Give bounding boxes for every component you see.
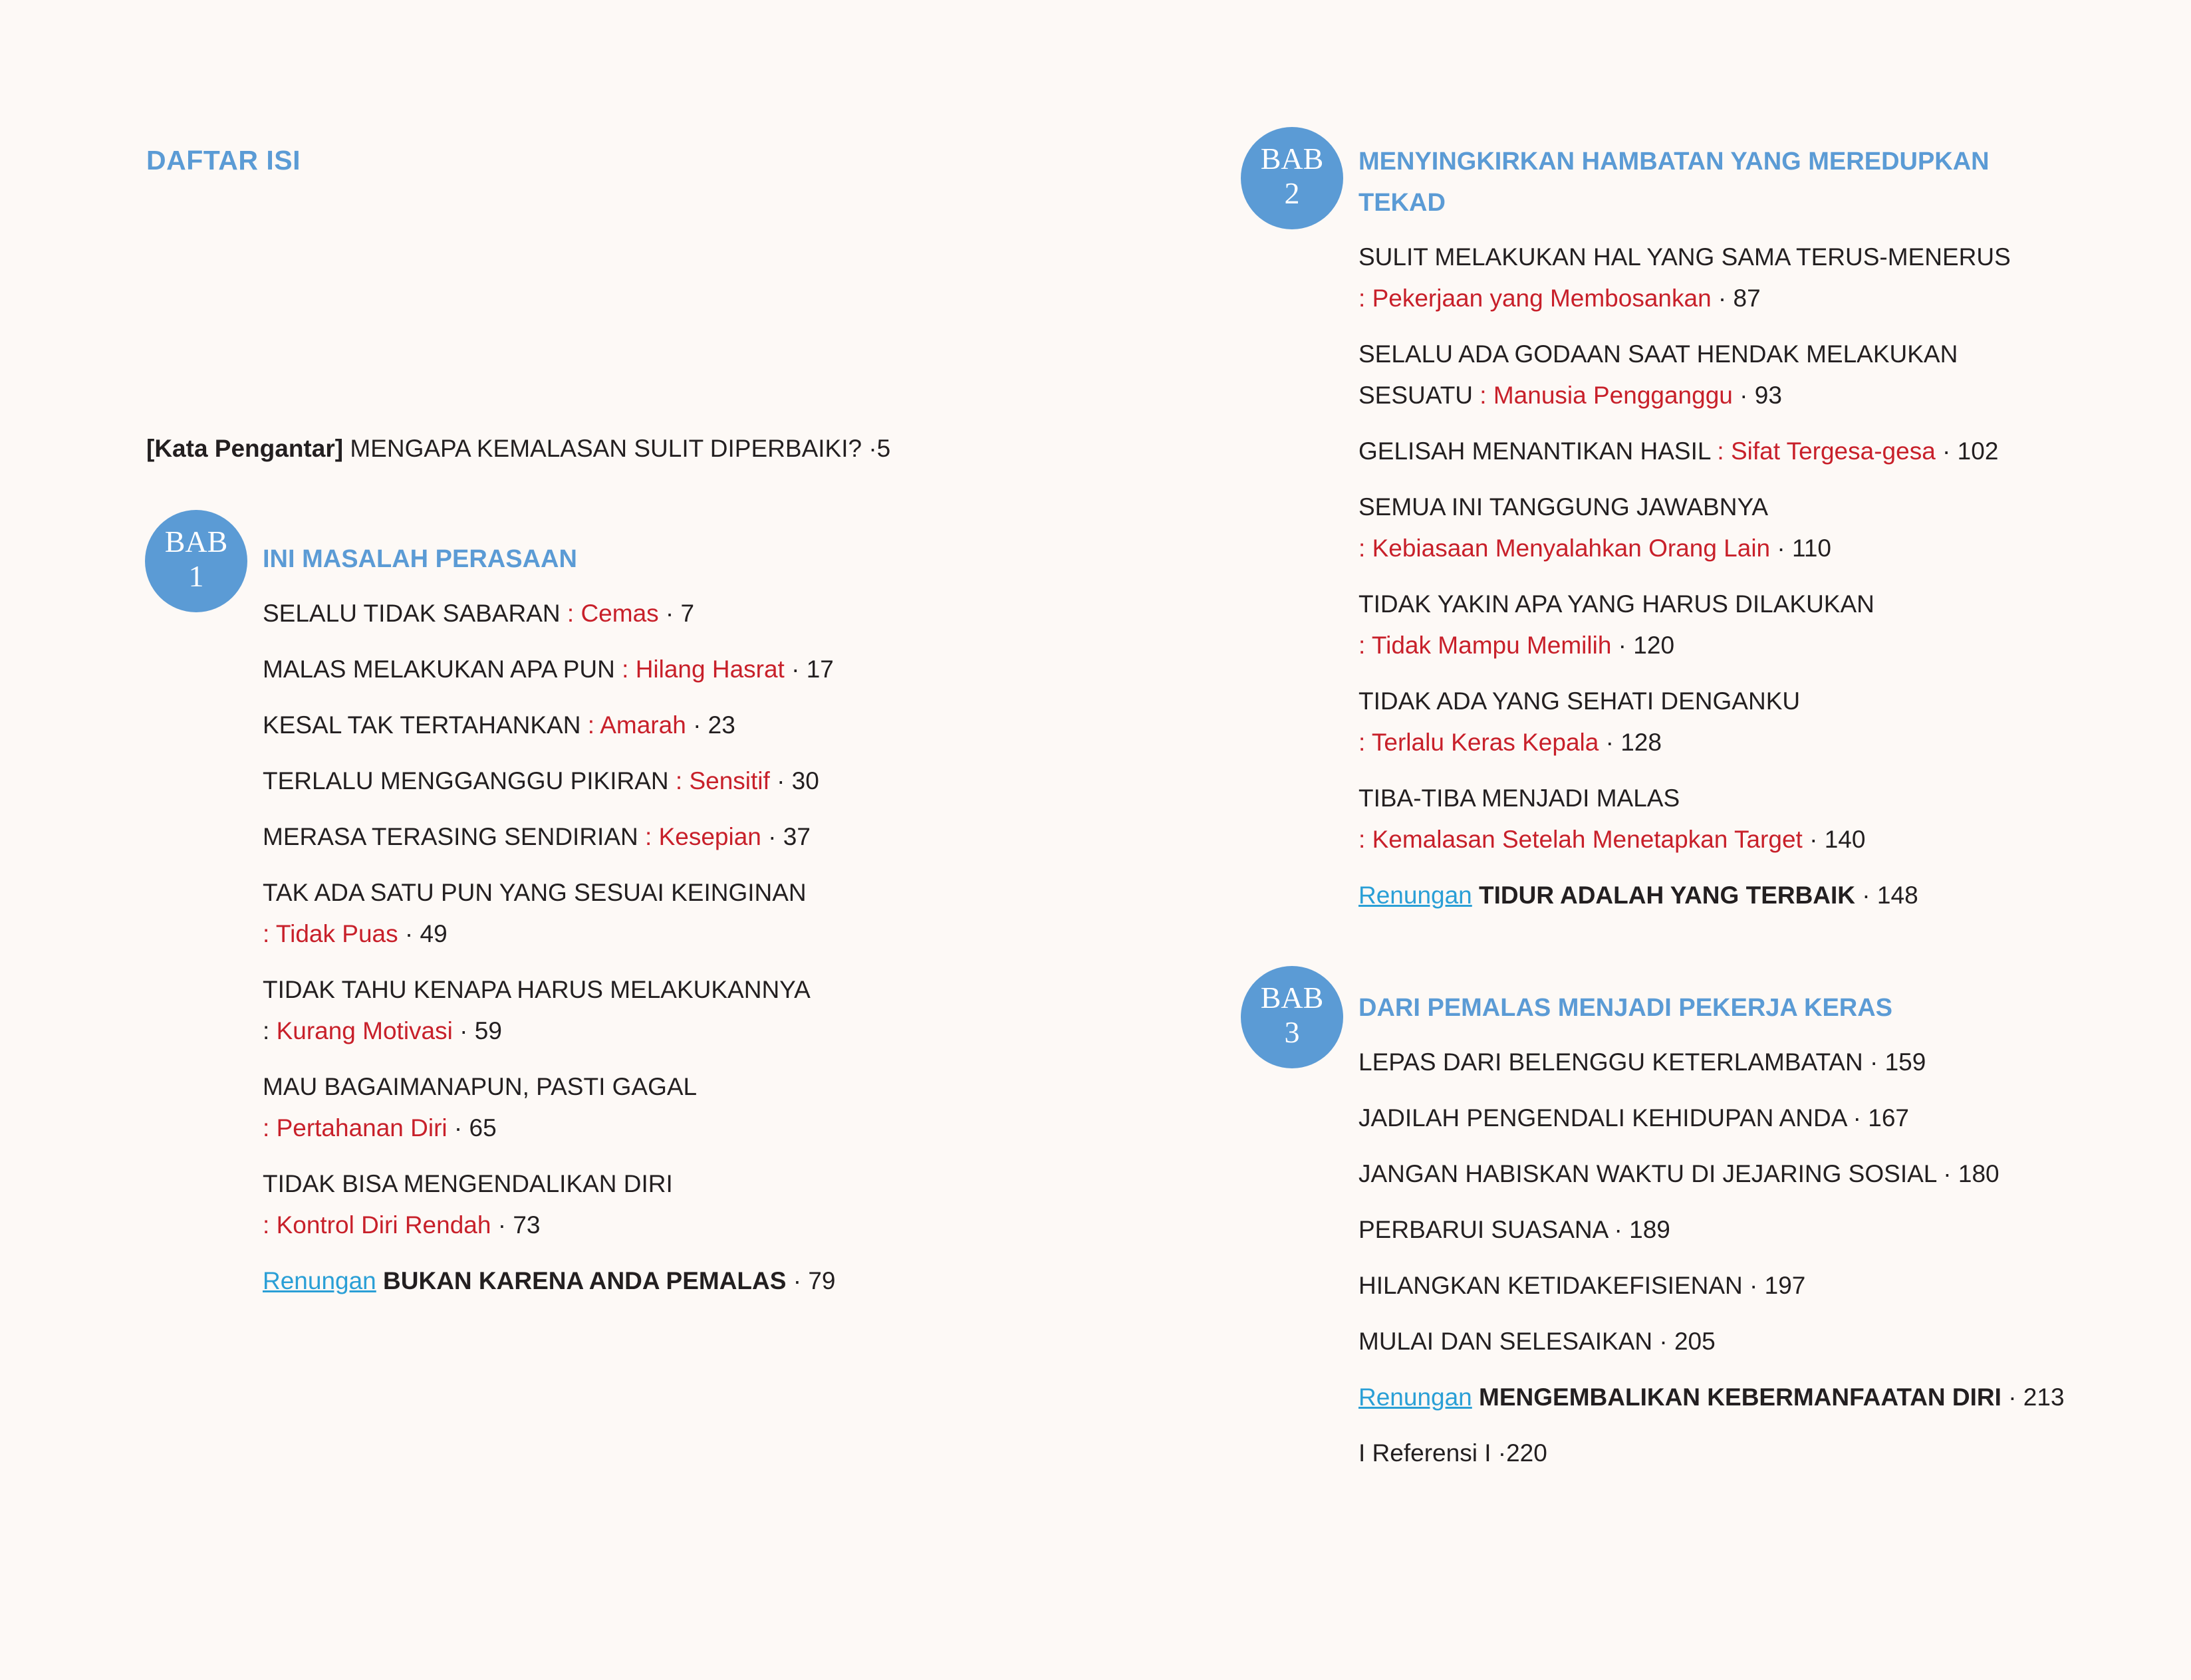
toc-entry[interactable]: [1358, 584, 2156, 666]
entry-topic: Pertahanan Diri: [276, 1114, 448, 1141]
entry-title-cont: SESUATU: [1358, 382, 1474, 409]
entry-separator: :: [580, 711, 600, 739]
page-title: DAFTAR ISI: [146, 145, 301, 176]
entry-title: TERLALU MENGGANGGU PIKIRAN: [263, 767, 669, 794]
bab-label: BAB: [1260, 981, 1324, 1015]
entry-separator: :: [1358, 826, 1372, 853]
entry-separator: :: [1358, 729, 1372, 756]
toc-entry[interactable]: [263, 761, 1061, 802]
entry-topic: Kemalasan Setelah Menetapkan Target: [1372, 826, 1803, 853]
page-number: · 189: [1607, 1216, 1670, 1243]
entry-separator: :: [1710, 437, 1731, 465]
entry-topic: Sifat Tergesa-gesa: [1730, 437, 1936, 465]
entry-title: KESAL TAK TERTAHANKAN: [263, 711, 581, 739]
reflection-title: MENGEMBALIKAN KEBERMANFAATAN DIRI: [1479, 1383, 2001, 1411]
page-number: · 167: [1846, 1104, 1909, 1132]
page-number: ·220: [1491, 1439, 1547, 1467]
page-number: · 128: [1599, 729, 1662, 756]
toc-entry[interactable]: [1358, 431, 2156, 472]
entry-separator: :: [263, 1017, 277, 1044]
toc-entry[interactable]: [1358, 1209, 2156, 1251]
page-number: · 37: [761, 823, 811, 850]
chapter-title: INI MASALAH PERASAAN: [263, 545, 577, 573]
reflection-title: BUKAN KARENA ANDA PEMALAS: [383, 1267, 787, 1294]
toc-entry[interactable]: [1358, 681, 2156, 763]
entry-title: TIDAK YAKIN APA YANG HARUS DILAKUKAN: [1358, 590, 1874, 618]
page-number: · 65: [447, 1114, 497, 1141]
reflection-entry[interactable]: [1358, 1377, 2156, 1418]
page-number: · 213: [2001, 1383, 2065, 1411]
entry-title: HILANGKAN KETIDAKEFISIENAN: [1358, 1272, 1743, 1299]
reflection-link[interactable]: Renungan: [1358, 882, 1472, 909]
entry-topic: Kontrol Diri Rendah: [276, 1211, 491, 1239]
entry-topic: Tidak Mampu Memilih: [1371, 632, 1612, 659]
entry-separator: :: [614, 656, 636, 683]
entry-title: MALAS MELAKUKAN APA PUN: [263, 656, 615, 683]
toc-entry[interactable]: [263, 1066, 1061, 1149]
reflection-link[interactable]: Renungan: [1358, 1383, 1472, 1411]
entry-title: SULIT MELAKUKAN HAL YANG SAMA TERUS-MENERUS: [1358, 243, 2011, 271]
entry-title: JADILAH PENGENDALI KEHIDUPAN ANDA: [1358, 1104, 1847, 1132]
entry-separator: :: [263, 1114, 277, 1141]
preface-label: [Kata Pengantar]: [146, 435, 344, 462]
page-number: · 79: [786, 1267, 836, 1294]
page-number: · 159: [1863, 1048, 1926, 1076]
chapter-title-line: TEKAD: [1358, 189, 1446, 217]
page-number: · 148: [1855, 882, 1918, 909]
page-number: · 73: [491, 1211, 541, 1239]
page-number: · 205: [1652, 1328, 1716, 1355]
page-number: · 197: [1742, 1272, 1806, 1299]
chapter-1: [263, 539, 1061, 1316]
entry-title: TAK ADA SATU PUN YANG SESUAI KEINGINAN: [263, 879, 807, 906]
entry-topic: Pekerjaan yang Membosankan: [1372, 285, 1712, 312]
entry-separator: :: [263, 920, 276, 947]
bab-number: 1: [188, 559, 204, 593]
entry-topic: Kurang Motivasi: [276, 1017, 453, 1044]
entry-title: MAU BAGAIMANAPUN, PASTI GAGAL: [263, 1073, 698, 1100]
entry-separator: :: [668, 767, 690, 794]
bab-label: BAB: [1260, 142, 1324, 176]
entry-topic: Cemas: [580, 600, 659, 627]
entry-topic: Terlalu Keras Kepala: [1371, 729, 1599, 756]
page-number: · 30: [769, 767, 819, 794]
entry-title: MERASA TERASING SENDIRIAN: [263, 823, 638, 850]
entry-separator: :: [560, 600, 581, 627]
entry-topic: Kesepian: [658, 823, 761, 850]
entry-separator: :: [1358, 285, 1372, 312]
chapter-badge-3: [1241, 966, 1343, 1068]
toc-entry[interactable]: [263, 705, 1061, 746]
toc-entry[interactable]: [1358, 778, 2156, 860]
entry-separator: :: [263, 1211, 277, 1239]
entry-title: PERBARUI SUASANA: [1358, 1216, 1608, 1243]
toc-entry[interactable]: [1358, 1265, 2156, 1306]
entry-title: TIBA-TIBA MENJADI MALAS: [1358, 784, 1680, 812]
page-number: · 87: [1711, 285, 1761, 312]
toc-entry[interactable]: [1358, 1098, 2156, 1139]
reflection-entry[interactable]: [1358, 875, 2156, 916]
chapter-title: [1358, 141, 2156, 223]
preface-entry[interactable]: [146, 432, 890, 465]
page-number: · 17: [784, 656, 834, 683]
toc-entry[interactable]: [1358, 1321, 2156, 1362]
entry-title: SELALU TIDAK SABARAN: [263, 600, 561, 627]
entry-title: SELALU ADA GODAAN SAAT HENDAK MELAKUKAN: [1358, 340, 1958, 368]
toc-entry[interactable]: [1358, 1153, 2156, 1195]
entry-separator: :: [638, 823, 659, 850]
preface-title: MENGAPA KEMALASAN SULIT DIPERBAIKI?: [350, 435, 862, 462]
toc-entry[interactable]: [263, 816, 1061, 858]
page-number: · 59: [452, 1017, 502, 1044]
reflection-link[interactable]: Renungan: [263, 1267, 376, 1294]
entry-topic: Hilang Hasrat: [635, 656, 785, 683]
entry-title: GELISAH MENANTIKAN HASIL: [1358, 437, 1711, 465]
entry-separator: :: [1473, 382, 1493, 409]
page-number: · 120: [1611, 632, 1675, 659]
entry-title: TIDAK TAHU KENAPA HARUS MELAKUKANNYA: [263, 976, 811, 1003]
chapter-3: [1358, 987, 2156, 1489]
toc-entry[interactable]: [263, 1163, 1061, 1246]
toc-entry[interactable]: [1358, 334, 2156, 416]
toc-entry[interactable]: [1358, 1042, 2156, 1083]
entry-title: TIDAK BISA MENGENDALIKAN DIRI: [263, 1170, 673, 1197]
page-number: · 180: [1936, 1160, 1999, 1187]
toc-entry[interactable]: [1358, 237, 2156, 319]
chapter-title: DARI PEMALAS MENJADI PEKERJA KERAS: [1358, 994, 1893, 1022]
toc-entry[interactable]: [263, 649, 1061, 690]
chapter-2: [1358, 141, 2156, 931]
entry-topic: Manusia Pengganggu: [1493, 382, 1733, 409]
bab-number: 3: [1284, 1015, 1300, 1049]
entry-separator: :: [1358, 632, 1372, 659]
page-number: ·5: [862, 435, 891, 462]
entry-title: MULAI DAN SELESAIKAN: [1358, 1328, 1653, 1355]
reference-entry[interactable]: [1358, 1433, 2156, 1474]
bab-number: 2: [1284, 176, 1300, 210]
page-number: · 7: [658, 600, 695, 627]
entry-title: JANGAN HABISKAN WAKTU DI JEJARING SOSIAL: [1358, 1160, 1936, 1187]
page-number: · 93: [1732, 382, 1782, 409]
page-number: · 140: [1802, 826, 1866, 853]
entry-title: SEMUA INI TANGGUNG JAWABNYA: [1358, 493, 1769, 521]
page-number: · 49: [398, 920, 448, 947]
page-number: · 110: [1770, 535, 1832, 562]
toc-entry[interactable]: [1358, 487, 2156, 569]
reflection-title: TIDUR ADALAH YANG TERBAIK: [1479, 882, 1856, 909]
chapter-title-line: MENYINGKIRKAN HAMBATAN YANG MEREDUPKAN: [1358, 148, 1990, 176]
entry-title: TIDAK ADA YANG SEHATI DENGANKU: [1358, 687, 1801, 715]
toc-entry[interactable]: [263, 593, 1061, 634]
reference-label: I Referensi I: [1358, 1439, 1491, 1467]
entry-separator: :: [1358, 535, 1372, 562]
page-number: · 23: [686, 711, 735, 739]
entry-topic: Kebiasaan Menyalahkan Orang Lain: [1372, 535, 1771, 562]
chapter-badge-1: [145, 510, 247, 612]
chapter-badge-2: [1241, 127, 1343, 229]
entry-topic: Tidak Puas: [275, 920, 398, 947]
toc-entry[interactable]: [263, 969, 1061, 1052]
entry-topic: Amarah: [600, 711, 686, 739]
bab-label: BAB: [164, 525, 228, 558]
page-number: · 102: [1935, 437, 1999, 465]
entry-topic: Sensitif: [689, 767, 770, 794]
reflection-entry[interactable]: [263, 1260, 1061, 1302]
entry-title: LEPAS DARI BELENGGU KETERLAMBATAN: [1358, 1048, 1863, 1076]
toc-entry[interactable]: [263, 872, 1061, 955]
